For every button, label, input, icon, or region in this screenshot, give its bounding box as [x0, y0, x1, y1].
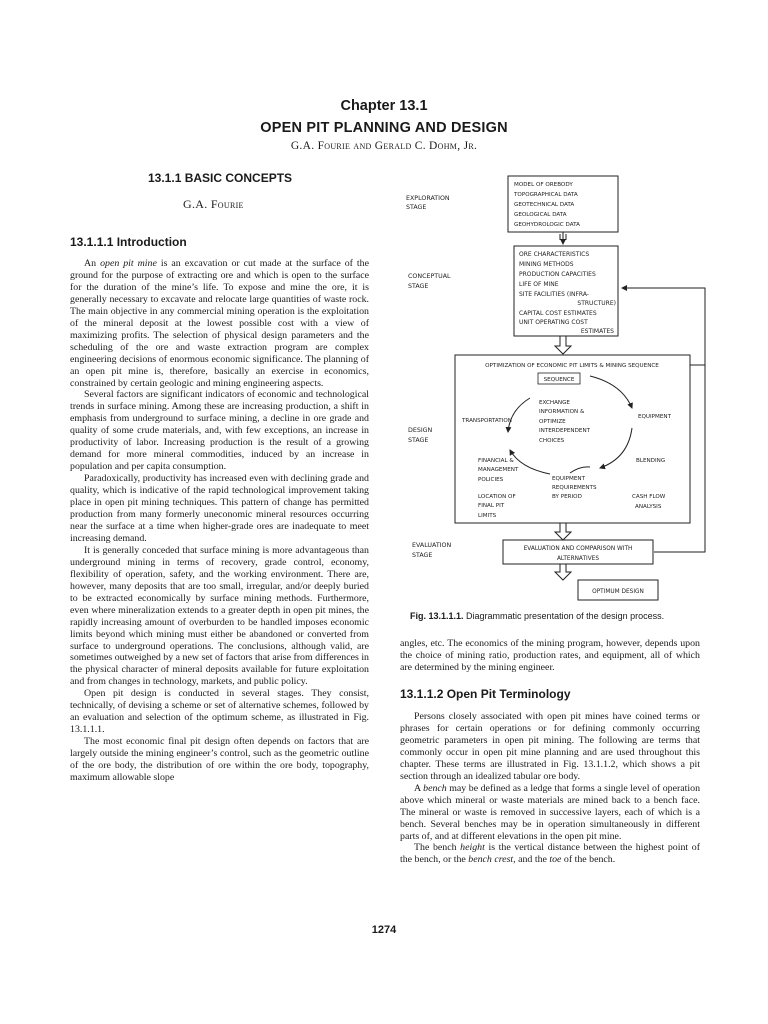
cycle-arc: [570, 467, 590, 473]
optimization-title: OPTIMIZATION OF ECONOMIC PIT LIMITS & MINING SEQUENCE: [485, 363, 659, 369]
cycle-equip-req: EQUIPMENT: [552, 476, 586, 482]
stage-conceptual-2: STAGE: [408, 283, 429, 290]
terminology-paragraph-1: Persons closely associated with open pit mines have coined terms or phrases for certain operations or for defining commonly occurring geometric parameters in open pit mining. The following are terms that commonly occur in open pit mine planning and are used throughout this chapter. These terms are illustrated in Fig. 13.1.1.2, which shows a pit section through an idealized tabular ore body.: [400, 711, 700, 782]
box2-line: CAPITAL COST ESTIMATES: [519, 310, 597, 317]
terminology-heading: 13.1.1.2 Open Pit Terminology: [400, 687, 571, 701]
intro-paragraph-2: Several factors are significant indicators of economic and technological trends in surface mining. Among these are increasing production, a shift in emphasis from underground to surface mining, a decline in ore grade and quality of some crude materials, and, with few exceptions, an increase in productivity of labor. Increasing production is the result of a growing demand for more mineral commodities, induced by an increase in population and per capita consumption.: [70, 389, 369, 473]
stage-evaluation: EVALUATION: [412, 542, 452, 549]
box1-line: GEOTECHNICAL DATA: [514, 202, 575, 208]
cycle-cashflow: CASH FLOW: [632, 494, 666, 500]
stage-exploration-2: STAGE: [406, 204, 427, 211]
cycle-arc: [508, 398, 530, 432]
intro-paragraph-3: Paradoxically, productivity has increased even with declining grade and quality, which is indicative of the rapid technological improvement taking place in open pit mining techniques. This pattern of change has permitted production from many formerly uneconomic mineral resources occurring near the surface at a time when higher-grade ores are inadequate to meet increasing demand.: [70, 473, 369, 544]
page-number: 1274: [371, 924, 397, 936]
chapter-authors: G.A. Fourie and Gerald C. Dohm, Jr.: [290, 140, 478, 152]
cycle-center: CHOICES: [539, 438, 565, 444]
chapter-title: OPEN PIT PLANNING AND DESIGN: [260, 120, 508, 136]
stage-conceptual: CONCEPTUAL: [408, 273, 451, 280]
right-column-top: [400, 638, 700, 674]
cycle-equipment: EQUIPMENT: [638, 414, 672, 420]
intro-heading: 13.1.1.1 Introduction: [70, 235, 187, 249]
cycle-arc: [600, 428, 632, 468]
box2-line: SITE FACILITIES (INFRA-: [519, 291, 589, 298]
cycle-center: INTERDEPENDENT: [539, 428, 591, 434]
cycle-location: LIMITS: [478, 513, 497, 519]
box1-line: GEOLOGICAL DATA: [514, 212, 567, 218]
cycle-arc: [590, 376, 632, 408]
box2-line: PRODUCTION CAPACITIES: [519, 271, 596, 278]
cycle-location: FINAL PIT: [478, 503, 505, 509]
cycle-center: OPTIMIZE: [539, 419, 566, 425]
optimum-label: OPTIMUM DESIGN: [592, 589, 644, 595]
box2-line: STRUCTURE): [577, 300, 616, 307]
intro-paragraph-7: angles, etc. The economics of the mining program, however, depends upon the choice of mining ratio, production rates, and equipment, all of which are determined by the mining engineer.: [400, 638, 700, 673]
box2-line: ORE CHARACTERISTICS: [519, 251, 590, 258]
terminology-paragraph-2: A bench may be defined as a ledge that forms a single level of operation above which mineral or waste materials are mined back to a bench face. The mineral or waste is removed in successive layers, each of which is a bench. Several benches may be in operation simultaneously in different parts of, and at different elevations in the open pit mine.: [400, 782, 701, 842]
right-column-bottom: [400, 711, 700, 866]
box2-line: LIFE OF MINE: [519, 281, 559, 288]
box1-line: TOPOGRAPHICAL DATA: [514, 192, 578, 198]
cycle-sequence: SEQUENCE: [543, 377, 575, 383]
cycle-center: EXCHANGE: [539, 400, 570, 406]
cycle-blending: BLENDING: [636, 458, 666, 464]
cycle-cashflow: ANALYSIS: [635, 504, 662, 510]
stage-design-2: STAGE: [408, 437, 429, 444]
box2-line: UNIT OPERATING COST: [519, 319, 588, 326]
intro-paragraph-5: Open pit design is conducted in several stages. They consist, technically, of devising a scheme or set of alternative schemes, followed by an evaluation and selection of the optimum scheme, as illustrated in Fig. 13.1.1.1.: [70, 688, 369, 736]
terminology-paragraph-3: The bench height is the vertical distance between the highest point of the bench, or the bench crest, and the toe of the bench.: [400, 842, 701, 866]
intro-paragraph-1: An open pit mine is an excavation or cut made at the surface of the ground for the purpose of extracting ore and which is open to the surface for the duration of the mine’s life. To expose and mine the ore, it is generally necessary to excavate and relocate large quantities of waste rock. The main objective in any commercial mining operation is the exploitation of the mineral deposit at the lowest possible cost with a view of maximizing profits. The selection of physical design parameters and the scheduling of the ore and waste extraction program are complex engineering decisions of enormous economic significance. The planning of an open pit mine is, therefore, basically an exercise in economics, constrained by certain geologic and mining engineering aspects.: [70, 258, 369, 389]
left-column: [70, 258, 369, 784]
chapter-number: Chapter 13.1: [340, 98, 428, 114]
box2-line: ESTIMATES: [580, 328, 614, 335]
section-heading: 13.1.1 BASIC CONCEPTS: [148, 171, 293, 185]
evaluation-line: ALTERNATIVES: [556, 556, 600, 562]
box1-line: MODEL OF OREBODY: [514, 182, 573, 188]
evaluation-line: EVALUATION AND COMPARISON WITH: [523, 546, 633, 552]
cycle-transportation: TRANSPORTATION: [462, 418, 512, 424]
cycle-financial: FINANCIAL &: [478, 458, 514, 464]
intro-paragraph-6: The most economic final pit design often depends on factors that are largely outside the mining engineer’s control, such as the geometric outline of the ore body, the distribution of ore within the ore body, topography, maximum allowable slope: [70, 736, 369, 783]
cycle-center: INFORMATION &: [539, 409, 585, 415]
cycle-location: LOCATION OF: [478, 494, 516, 500]
cycle-equip-req: REQUIREMENTS: [552, 485, 597, 491]
design-process-diagram: [400, 170, 712, 610]
cycle-financial: POLICIES: [478, 477, 504, 483]
stage-exploration: EXPLORATION: [406, 195, 450, 202]
intro-paragraph-4: It is generally conceded that surface mining is more advantageous than underground mining in terms of recovery, grade control, economy, flexibility of operation, safety, and the working environment. There are, however, many deposits that are too small, irregular, and/or deeply buried to be extracted economically by surface mining methods. Furthermore, even where mineralization extends to a greater depth in open pit mines, the rapidly increasing amount of overburden to be handled imposes economic limits beyond which mining must either be abandoned or converted from surface to underground operations. The conclusions, although valid, are sometimes outweighed by a new set of factors that arise from differences in the physical character of mineral deposits available for future exploitation and from changes in technology, markets, and public policy.: [70, 544, 369, 688]
box1-line: GEOHYDROLOGIC DATA: [514, 222, 580, 228]
stage-design: DESIGN: [408, 427, 433, 434]
stage-evaluation-2: STAGE: [412, 552, 433, 559]
box2-line: MINING METHODS: [519, 261, 574, 268]
section-author: G.A. Fourie: [183, 197, 244, 211]
figure-caption: Fig. 13.1.1.1. Diagrammatic presentation of the design process.: [410, 611, 665, 621]
cycle-equip-req: BY PERIOD: [552, 494, 582, 500]
cycle-financial: MANAGEMENT: [478, 467, 519, 473]
